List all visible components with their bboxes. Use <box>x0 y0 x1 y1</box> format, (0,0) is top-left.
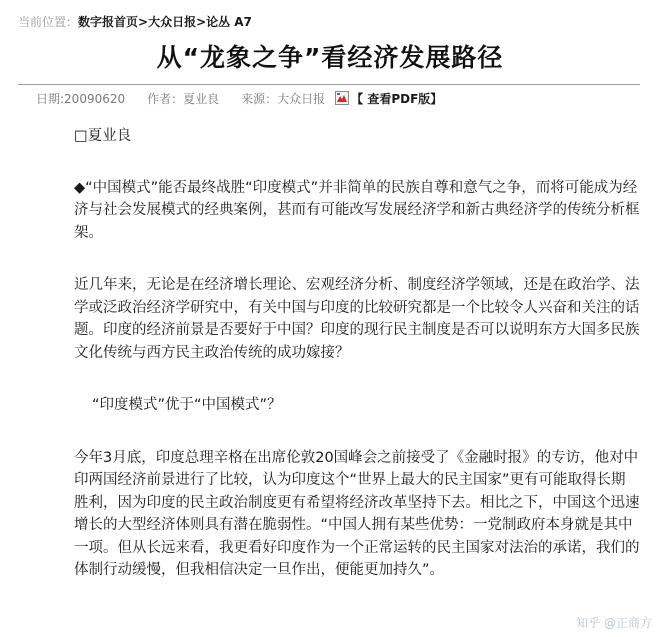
breadcrumb <box>18 14 252 30</box>
article-paragraph: ◆“中国模式”能否最终战胜“印度模式”并非简单的民族自尊和意气之争，而将可能成为经济与社会发展模式的经典案例，甚而有可能改写发展经济学和新古典经济学的传统分析框架。 <box>74 179 640 241</box>
article-title: 从“龙象之争”看经济发展路径 <box>156 43 504 72</box>
breadcrumb-separator: > <box>138 15 149 29</box>
breadcrumb-prefix: 当前位置： <box>18 15 79 29</box>
article-paragraph: 今年3月底，印度总理辛格在出席伦敦20国峰会之前接受了《金融时报》的专访，他对中印两国经济前景进行了比较，认为印度这个“世界上最大的民主国家”更有可能取得长期胜利，因为印度的民主政治制度更有希望将经济改革坚持下去。相比之下，中国这个迅速增长的大型经济体则具有潜在脆弱性。“中国人拥有某些优势：一党制政府本身就是其中一项。但从长远来看，我更看好印度作为一个正常运转的民主国家对法治的承诺，我们的体制行动缓慢，但我相信决定一旦作出，便能更加持久”。 <box>74 449 640 578</box>
article-author: 作者：夏业良 <box>147 92 220 106</box>
title-divider <box>18 84 640 85</box>
breadcrumb-separator: > <box>196 15 207 29</box>
article-meta <box>36 90 442 108</box>
article-byline: □夏业良 <box>74 128 132 144</box>
breadcrumb-paper-link[interactable]: 大众日报 <box>148 15 197 29</box>
article-subheading: “印度模式”优于“中国模式”？ <box>92 397 282 413</box>
breadcrumb-home-link[interactable]: 数字报首页 <box>78 15 139 29</box>
article-body <box>74 122 640 582</box>
article-source: 来源：大众日报 <box>241 92 326 106</box>
article-date: 日期:20090620 <box>36 92 126 106</box>
breadcrumb-page: A7 <box>234 15 252 29</box>
pdf-icon[interactable] <box>335 91 349 105</box>
article-paragraph: 近几年来，无论是在经济增长理论、宏观经济分析、制度经济学领域，还是在政治学、法学或泛政治经济学研究中，有关中国与印度的比较研究都是一个比较令人兴奋和关注的话题。印度的经济前景是否要好于中国？印度的现行民主制度是否可以说明东方大国多民族文化传统与西方民主政治传统的成功嫁接？ <box>74 277 640 361</box>
breadcrumb-section-link[interactable]: 论丛 <box>206 15 231 29</box>
watermark: 知乎 @正商方 <box>576 616 652 630</box>
view-pdf-link[interactable]: 【 查看PDF版】 <box>351 92 443 106</box>
